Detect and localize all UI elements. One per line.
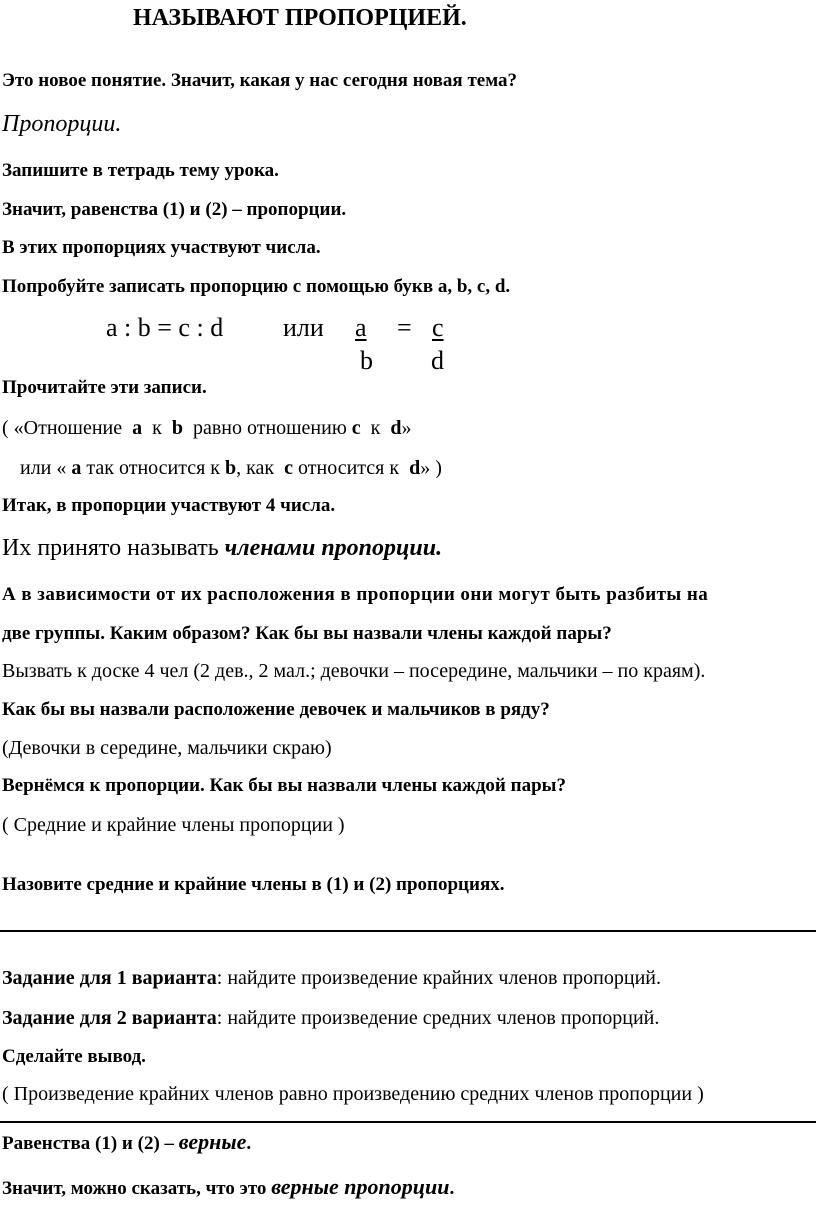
conclusion-answer: ( Произведение крайних членов равно произведению средних членов пропорции ) [2,1083,704,1105]
divider-bottom [0,1121,816,1123]
page-title: НАЗЫВАЮТ ПРОПОРЦИЕЙ. [133,5,467,31]
formula-equals: = [397,313,412,342]
fraction-denominator-b: b [360,346,373,375]
formula-linear: a : b = c : d [106,313,224,342]
four-numbers-statement: Итак, в пропорции участвуют 4 числа. [2,495,336,516]
arrangement-question: Как бы вы назвали расположение девочек и мальчиков в ряду? [2,699,550,720]
formula-or: или [283,313,324,342]
groups-question-line-1: А в зависимости от их расположения в пропорции они могут быть разбиты на [2,584,709,605]
write-topic-instruction: Запишите в тетрадь тему урока. [2,160,279,181]
name-terms-instruction: Назовите средние и крайние члены в (1) и (2) пропорциях. [2,874,505,895]
conclusion-instruction: Сделайте вывод. [2,1046,146,1067]
reading-variant-2: или « а так относится к b, как с относится к d» ) [20,457,442,479]
term-true: верные [178,1129,247,1154]
fraction-numerator-a: a [355,313,367,342]
question-new-concept: Это новое понятие. Значит, какая у нас сегодня новая тема? [2,70,518,91]
letters-instruction: Попробуйте записать пропорцию с помощью букв а, b, с, d. [2,276,511,297]
divider-top [0,930,816,932]
task-variant-2: Задание для 2 варианта: найдите произведение средних членов пропорций. [2,1007,660,1029]
reading-variant-1: ( «Отношение а к b равно отношению с к d» [2,417,412,439]
equalities-true-statement: Равенства (1) и (2) – верные. [2,1129,252,1154]
terms-definition: Их принято называть членами пропорции. [2,535,443,561]
groups-question-line-2: две группы. Каким образом? Как бы вы назвали члены каждой пары? [2,623,612,644]
numbers-statement: В этих пропорциях участвуют числа. [2,237,321,258]
true-proportions-statement: Значит, можно сказать, что это верные пропорции. [2,1174,455,1199]
middle-extreme-answer: ( Средние и крайние члены пропорции ) [2,814,345,836]
term-true-proportions: верные пропорции [271,1174,450,1199]
arrangement-answer: (Девочки в середине, мальчики скраю) [2,737,332,759]
term-members: членами пропорции. [224,535,443,561]
read-records-instruction: Прочитайте эти записи. [2,377,207,398]
back-to-proportion-question: Вернёмся к пропорции. Как бы вы назвали члены каждой пары? [2,775,566,796]
fraction-denominator-d: d [431,346,444,375]
equalities-statement: Значит, равенства (1) и (2) – пропорции. [2,199,347,220]
answer-topic: Пропорции. [2,111,122,137]
task-variant-1: Задание для 1 варианта: найдите произведение крайних членов пропорций. [2,967,661,989]
fraction-numerator-c: c [432,313,444,342]
board-activity-note: Вызвать к доске 4 чел (2 дев., 2 мал.; девочки – посередине, мальчики – по краям). [2,660,706,682]
